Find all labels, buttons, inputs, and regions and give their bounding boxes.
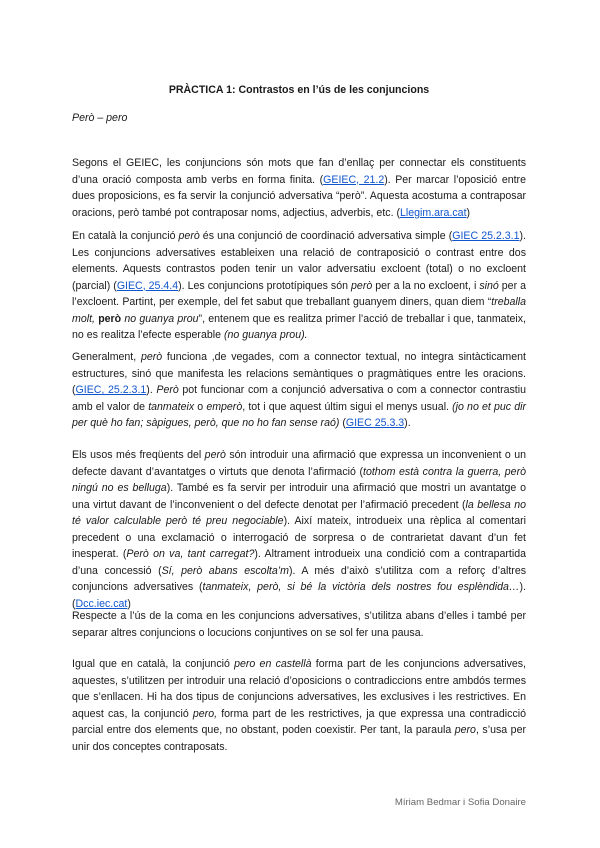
italic-text: però bbox=[140, 351, 163, 363]
text: En català la conjunció bbox=[72, 230, 179, 242]
link-giec-25-2-3-1-b[interactable]: GIEC, 25.2.3.1 bbox=[75, 384, 147, 396]
link-dcc-iec[interactable]: Dcc.iec.cat bbox=[75, 597, 128, 610]
italic-text: però bbox=[351, 279, 373, 292]
document-page bbox=[72, 0, 526, 848]
text: forma part de les conjuncions adversatives, aquestes, s’utilitzen per introduir una relació d’oposicions o contradiccions entre ambdós termes que s’enllacen. Hi ha dos tipus de conjuncions adversatives, les exclusives i les restrictives. En aquest cas, la conjunció bbox=[72, 658, 526, 720]
italic-text: (no guanya prou). bbox=[223, 329, 308, 341]
text: és una conjunció de coordinació adversativa simple ( bbox=[199, 230, 453, 242]
paragraph-4 bbox=[72, 447, 526, 612]
italic-text: (jo no et puc dir per què ho fan; sàpigues, però, que no ho fan sense raó) bbox=[72, 400, 526, 429]
text: ). bbox=[146, 384, 157, 396]
italic-text: però bbox=[204, 449, 226, 461]
footer-authors: Míriam Bedmar i Sofia Donaire bbox=[394, 797, 526, 808]
text: per a la no excloent, i bbox=[372, 279, 480, 292]
italic-text: tanmateix bbox=[148, 400, 195, 413]
italic-text: sinó bbox=[479, 279, 499, 292]
text: ). bbox=[404, 417, 411, 429]
text: ). Les conjuncions adversatives estableixen una relació de contraposició o contrast entre dos elements. Aquests contrastos poden tenir un valor adversatiu excloent (total) o no excloent (parcial) ( bbox=[72, 230, 526, 292]
text: ). ( bbox=[72, 581, 527, 610]
section-subtitle: Però – pero bbox=[72, 112, 128, 124]
text: , s’usa per unir dos conceptes contraposats. bbox=[72, 724, 526, 753]
text: ). A més d’això s’utilitza com a reforç d’altres conjuncions adversatives ( bbox=[72, 564, 527, 593]
italic-text: pero bbox=[454, 724, 476, 736]
italic-text: tanmateix, però, si bé la victòria dels nostres fou esplèndida… bbox=[202, 581, 520, 593]
italic-text: pero en castellà bbox=[234, 658, 312, 670]
paragraph-6 bbox=[72, 656, 526, 755]
link-giec-25-4-4[interactable]: GIEC, 25.4.4 bbox=[116, 279, 179, 292]
italic-text: pero, bbox=[192, 707, 218, 720]
text: Segons el GEIEC, les conjuncions són mots que fan d’enllaç per connectar els constituents d’una oració composta amb verbs en forma finita. ( bbox=[72, 157, 526, 186]
italic-text: Però bbox=[156, 384, 179, 396]
link-giec-25-3-3[interactable]: GIEC 25.3.3 bbox=[345, 417, 405, 429]
text: per a l’excloent. Partint, per exemple, del fet sabut que treballant guanyem diners, quan diem “ bbox=[72, 279, 526, 308]
italic-text: Sí, però abans escolta’m bbox=[161, 564, 289, 577]
italic-text: tothom està contra la guerra, però ningú no es belluga bbox=[72, 465, 526, 494]
italic-text: però bbox=[178, 230, 200, 242]
link-giec-25-2-3-1[interactable]: GIEC 25.2.3.1 bbox=[452, 230, 520, 242]
paragraph-1 bbox=[72, 155, 526, 221]
italic-text: emperò bbox=[206, 400, 243, 413]
text: Generalment, bbox=[72, 351, 141, 363]
text: Igual que en català, la conjunció bbox=[72, 658, 235, 670]
text: són introduir una afirmació que expressa un inconvenient o un defecte davant d’avantatges o virtuts que denota l’afirmació ( bbox=[72, 449, 526, 478]
italic-text: no guanya prou bbox=[121, 312, 199, 325]
text: ). Per marcar l’oposició entre dues proposicions, es fa servir la conjunció adversativa “però”. Aquesta acostuma a contraposar oracions, però també pot contraposar noms, adjectius, adverbis, etc. ( bbox=[72, 173, 526, 219]
paragraph-3 bbox=[72, 349, 526, 432]
text: forma part de les restrictives, ja que expressa una contradicció parcial entre dos elements que, no obstant, poden coexistir. Per tant, la paraula bbox=[72, 707, 526, 736]
italic-text: Però on va, tant carregat? bbox=[126, 548, 255, 560]
text: o bbox=[194, 400, 207, 413]
text: ). Així mateix, introdueix una rèplica al comentari precedent o una exclamació o interrogació de sorpresa o de contrarietat davant d’un fet inesperat. ( bbox=[72, 515, 527, 560]
text: ) bbox=[466, 206, 471, 219]
paragraph-2 bbox=[72, 228, 526, 344]
italic-text: la bellesa no té valor calculable però té preu negociable bbox=[72, 498, 526, 527]
text: ) bbox=[127, 597, 131, 610]
italic-text: treballa molt, bbox=[72, 296, 526, 325]
text: ”, entenem que es realitza primer l’acció de treballar i que, tanmateix, no es realitza l’efecte esperable bbox=[72, 312, 526, 341]
bold-text: però bbox=[98, 312, 122, 325]
text: Els usos més freqüents del bbox=[72, 449, 205, 461]
text: Respecte a l’ús de la coma en les conjuncions adversatives, s’utilitza abans d’elles i també per separar altres conjuncions o locucions conjuntives on se sol fer una pausa. bbox=[72, 610, 526, 639]
text: ( bbox=[339, 417, 346, 429]
text: ). Altrament introdueix una condició com a contrapartida d’una concessió ( bbox=[72, 548, 526, 577]
text: , tot i que aquest últim sigui el menys usual. bbox=[242, 400, 453, 413]
paragraph-5 bbox=[72, 608, 526, 641]
text: ). Les conjuncions prototípiques són bbox=[178, 279, 352, 292]
text: funciona ,de vegades, com a connector textual, no integra sintàcticament estructures, sinó que manifesta les relacions semàntiques o pragmàtiques entre les oracions. ( bbox=[72, 351, 526, 396]
page-title: PRÀCTICA 1: Contrastos en l’ús de les conjuncions bbox=[168, 84, 430, 96]
text: ). També es fa servir per introduir una afirmació que mostri un avantatge o una virtut davant de l’inconvenient o del defecte denotat per l’afirmació precedent ( bbox=[72, 482, 526, 511]
link-llegim-ara[interactable]: Llegim.ara.cat bbox=[399, 206, 467, 219]
link-giec-21-2[interactable]: GEIEC, 21.2 bbox=[323, 173, 385, 186]
text: pot funcionar com a conjunció adversativa o com a connector contrastiu amb el valor de bbox=[72, 384, 526, 413]
